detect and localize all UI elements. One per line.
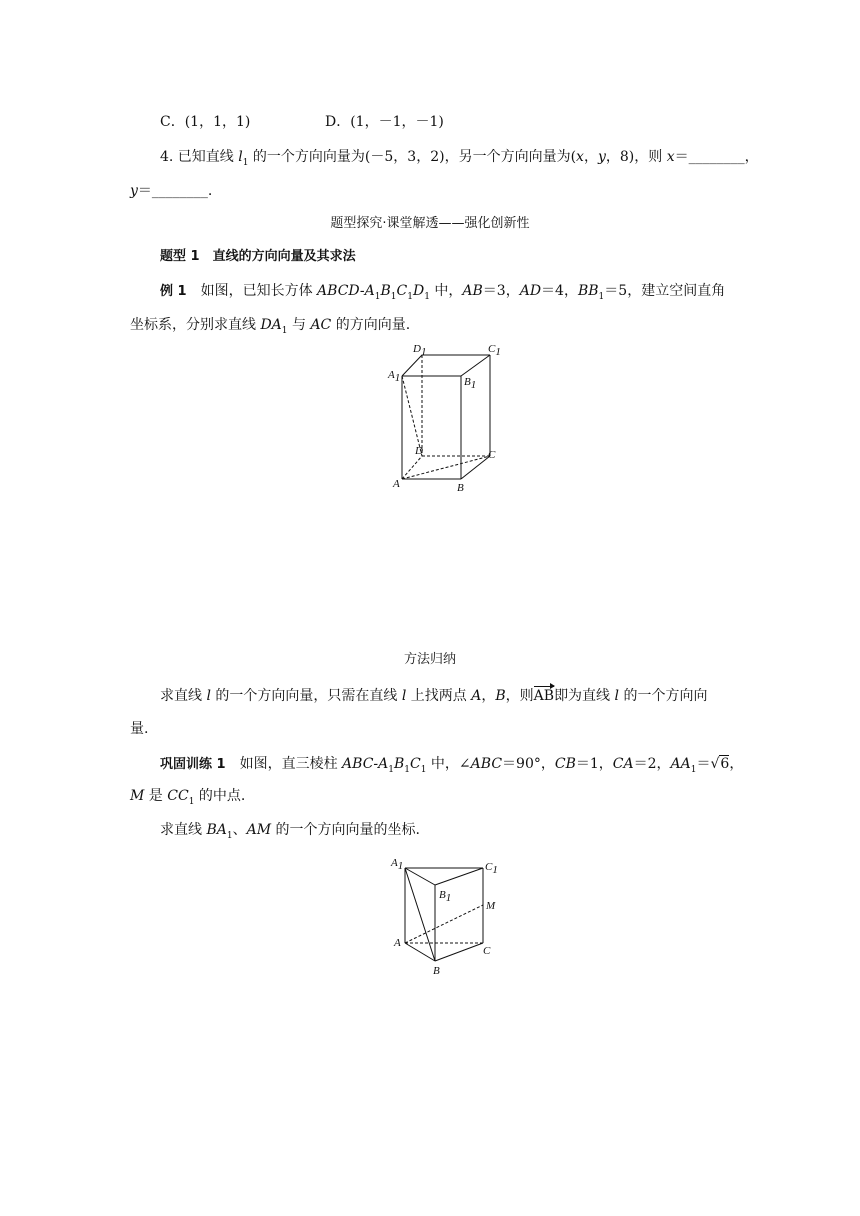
question-4-line2: y＝________. [130,183,213,199]
label-c1: C1 [488,343,501,358]
option-d: D．(1，－1，－1) [325,114,444,130]
method-line1: 求直线 l 的一个方向向量，只需在直线 l 上找两点 A，B，则AB即为直线 l 的一个方向向 [160,688,708,704]
label-d: D [415,445,423,457]
training1-line1: 巩固训练 1 如图，直三棱柱 ABC-$A_1B_1C_1$ 中，∠ABC＝90°，CB＝1，CA＝2，$AA_1=√6$， [160,756,744,775]
label-b1: B1 [464,376,477,391]
label-a1: A1 [391,857,404,872]
label-c: C [483,945,491,957]
label-b: B [457,482,464,494]
training1-line2: M 是 $CC_1$ 的中点. [130,788,246,807]
label-a: A [394,937,401,949]
label-b: B [433,965,440,977]
label-c: C [488,449,496,461]
example1-line1: 例 1 如图，已知长方体 ABCD-$A_1B_1C_1D_1$ 中，AB＝3，AD＝4，$BB_1=5$，建立空间直角 [160,283,726,302]
type1-title: 题型 1 直线的方向向量及其求法 [160,249,356,264]
option-c: C．(1，1，1) [160,114,251,130]
vector-ab: AB [533,688,555,704]
label-d1: D1 [413,343,427,358]
method-title: 方法归纳 [403,652,456,667]
label-c1: C1 [485,861,498,876]
question-4-line1: 4. 已知直线 $l_1$ 的一个方向向量为(－5，3，2)，另一个方向向量为(x，y，8)，则 x＝________， [160,149,759,168]
label-a: A [393,478,400,490]
training1-question: 求直线 $BA_1$、AM 的一个方向向量的坐标. [160,822,420,841]
example1-line2: 坐标系，分别求直线 $DA_1$ 与 AC 的方向向量. [130,317,411,336]
label-b1: B1 [439,889,452,904]
label-m: M [486,900,496,912]
method-line2: 量. [130,721,149,737]
cuboid-figure [380,340,510,500]
prism-figure [385,850,510,980]
label-a1: A1 [388,369,401,384]
section-title: 题型探究·课堂解透——强化创新性 [330,216,530,231]
